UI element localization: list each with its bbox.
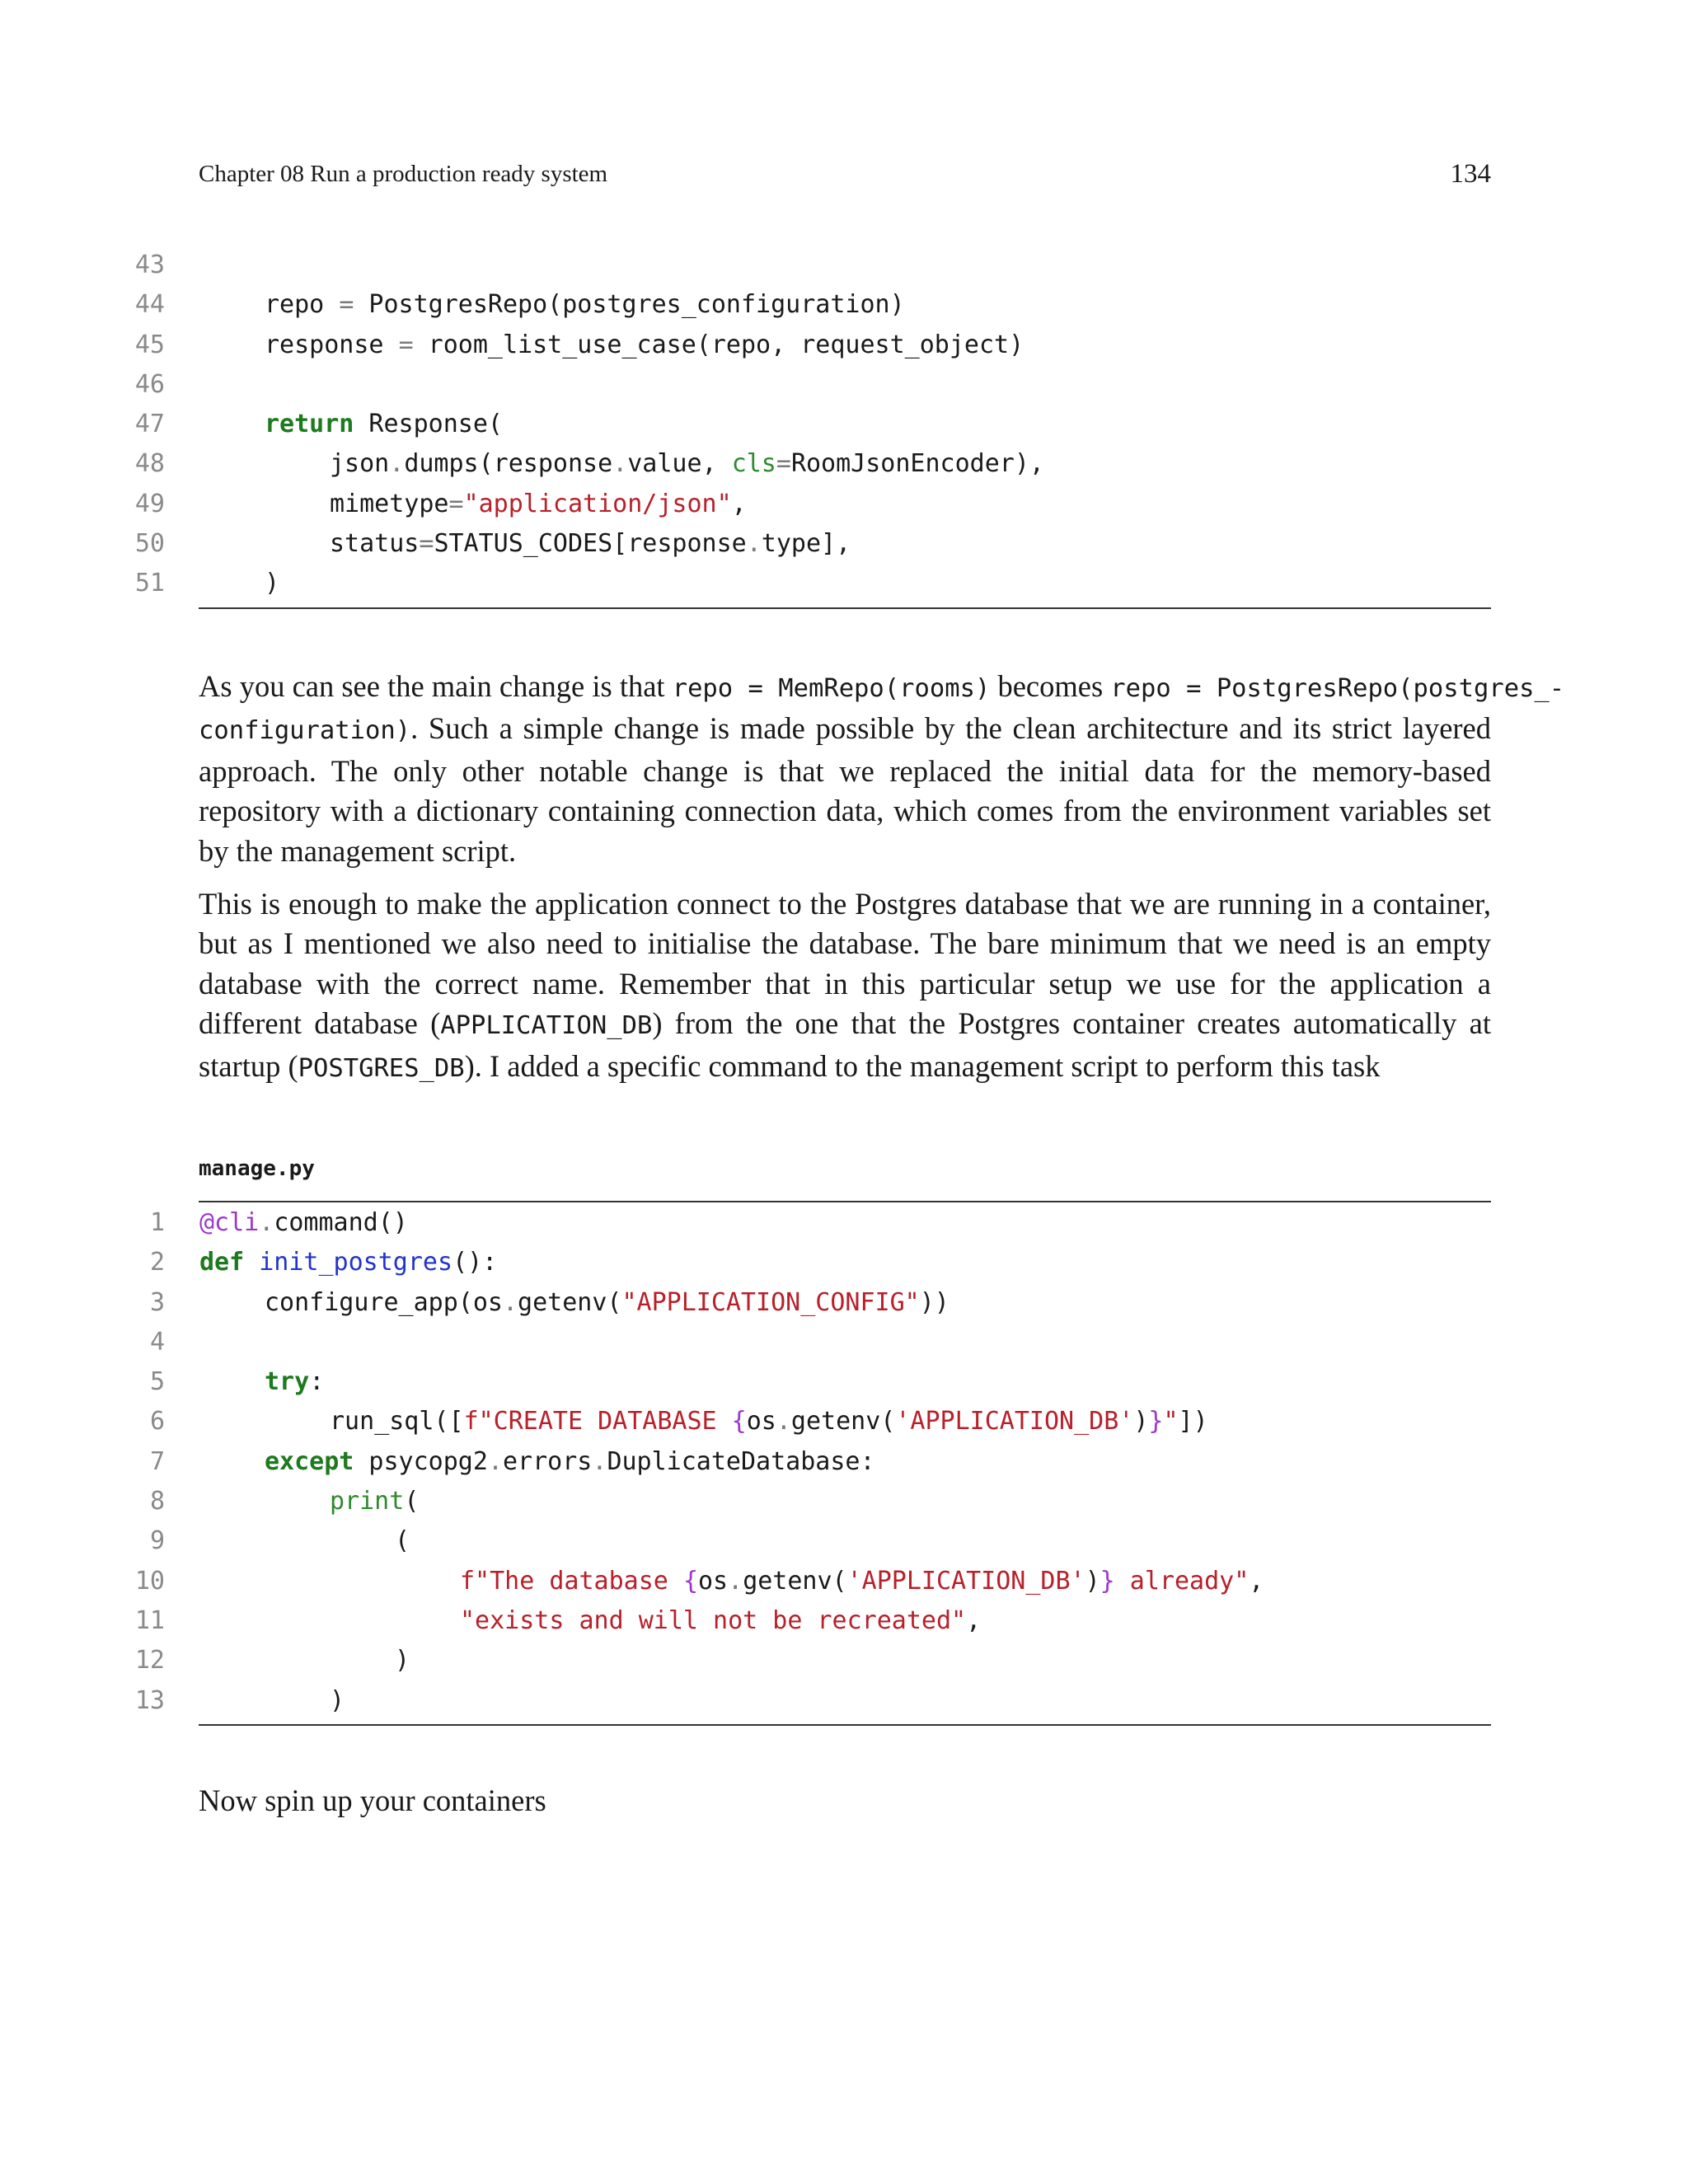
code-line <box>0 405 1490 444</box>
line-number: 13 <box>134 1685 165 1715</box>
code-token: print <box>330 1487 405 1516</box>
code-text <box>330 485 747 524</box>
code-token: getenv( <box>790 1407 896 1436</box>
line-number: 45 <box>134 330 165 359</box>
line-number: 3 <box>149 1287 165 1317</box>
page-header <box>199 157 1491 194</box>
code-token: = <box>776 449 791 479</box>
code-token: . <box>502 1287 518 1317</box>
code-token: } <box>1100 1566 1115 1596</box>
inline-code: APPLICATION_DB <box>440 1011 653 1041</box>
code-line <box>0 485 1490 524</box>
code-text <box>395 1521 410 1561</box>
code-token: = <box>448 489 464 518</box>
line-number: 2 <box>149 1248 165 1277</box>
code-token: ) <box>395 1646 410 1675</box>
line-number: 6 <box>149 1407 165 1436</box>
code-token: ) <box>1085 1566 1100 1596</box>
code-token: configure_app(os <box>265 1287 503 1317</box>
code-token: { <box>682 1566 698 1596</box>
line-number: 5 <box>149 1367 165 1397</box>
code-block-bottom-rule <box>199 1724 1491 1726</box>
line-number: 4 <box>149 1327 165 1357</box>
code-token: dumps(response <box>404 449 613 479</box>
line-number: 43 <box>134 251 165 279</box>
code-token: getenv( <box>743 1566 847 1596</box>
code-text <box>265 1362 324 1402</box>
paragraph-text: As you can see the main change is that <box>199 669 673 703</box>
inline-code: configuration) <box>199 716 411 746</box>
closing-paragraph: Now spin up your containers <box>199 1783 546 1817</box>
code-line <box>0 326 1490 365</box>
line-number: 49 <box>134 489 165 518</box>
code-line <box>0 564 1490 603</box>
code-text <box>330 524 851 564</box>
code-token: : <box>309 1367 325 1397</box>
code-line <box>0 365 1490 405</box>
code-token: room_list_use_case(repo, request_object) <box>413 330 1025 359</box>
code-token: os <box>698 1566 729 1596</box>
code-token: os <box>746 1407 776 1436</box>
paragraph-text: ). I added a specific command to the management script to perform this task <box>464 1048 1381 1083</box>
line-number: 12 <box>134 1646 165 1675</box>
paragraph-text: This is enough to make the application connect to the Postgres database that we are running in a container, but as I mentioned we also need to initialise the database. The bare minimum that we need is an empty database with the correct name. Remember that in this particular setup we use for the application a different database ( <box>199 887 1491 1041</box>
code-text <box>395 1641 410 1680</box>
code-line <box>0 1482 1490 1521</box>
code-token: json <box>330 449 390 479</box>
code-token: " <box>1163 1407 1179 1436</box>
line-number: 50 <box>134 529 165 559</box>
code-text <box>330 1402 1208 1441</box>
code-token: Response( <box>354 410 503 439</box>
code-token: errors <box>503 1446 593 1476</box>
code-text <box>199 1203 408 1243</box>
code-token: f"The database <box>460 1566 683 1596</box>
line-number: 51 <box>134 569 165 598</box>
code-token <box>244 1248 259 1277</box>
code-line <box>0 1562 1490 1601</box>
code-token: cls <box>731 449 776 479</box>
code-block-continuation <box>0 246 1490 604</box>
code-line <box>0 1681 1490 1721</box>
code-token: . <box>746 529 762 559</box>
code-text <box>460 1601 981 1641</box>
code-token: = <box>398 330 414 359</box>
code-token: "APPLICATION_CONFIG" <box>621 1287 920 1317</box>
code-text <box>265 1283 950 1323</box>
chapter-title: Chapter 08 Run a production ready system <box>199 161 608 187</box>
code-token: ]) <box>1178 1407 1208 1436</box>
line-number: 1 <box>149 1208 165 1237</box>
code-token: , <box>731 489 747 518</box>
code-line <box>0 444 1490 484</box>
code-token: response <box>265 330 399 359</box>
inline-code: repo = PostgresRepo(postgres_- <box>1110 674 1565 703</box>
line-number: 46 <box>134 369 165 399</box>
code-line <box>0 1283 1490 1323</box>
code-token: mimetype <box>330 489 449 518</box>
code-token: return <box>265 410 354 439</box>
inline-code: repo = MemRepo(rooms) <box>672 674 991 703</box>
page-number: 134 <box>1450 159 1491 189</box>
code-text <box>330 1681 345 1721</box>
paragraph <box>199 884 1491 1089</box>
paragraph-text: becomes <box>990 669 1111 703</box>
line-number: 48 <box>134 449 165 479</box>
paragraph <box>199 667 1565 871</box>
code-token: try <box>265 1367 310 1397</box>
code-token: ( <box>395 1526 410 1556</box>
code-line <box>0 1402 1490 1441</box>
code-filename-caption: manage.py <box>199 1156 315 1181</box>
code-token: 'APPLICATION_DB' <box>846 1566 1085 1596</box>
code-text <box>265 326 1024 365</box>
code-text <box>199 1243 497 1282</box>
line-number: 7 <box>149 1446 165 1476</box>
code-text <box>265 564 279 603</box>
code-token: } <box>1148 1407 1164 1436</box>
code-token: type], <box>761 529 851 559</box>
line-number: 10 <box>134 1566 165 1596</box>
code-token: . <box>612 449 628 479</box>
code-token: ) <box>1133 1407 1149 1436</box>
code-token: , <box>1249 1566 1264 1596</box>
code-token: ) <box>330 1685 345 1715</box>
code-text <box>460 1562 1264 1601</box>
paragraph-text: ) from the one that the Postgres container creates automatically at startup ( <box>199 1006 1491 1083</box>
code-token: . <box>592 1446 607 1476</box>
code-token: "exists and will not be recreated" <box>460 1605 967 1635</box>
code-token: (): <box>452 1248 498 1277</box>
code-token: run_sql([ <box>330 1407 464 1436</box>
code-token: already" <box>1114 1566 1250 1596</box>
code-token: )) <box>919 1287 950 1317</box>
code-token: STATUS_CODES[response <box>434 529 747 559</box>
line-number: 44 <box>134 290 165 320</box>
code-token: . <box>728 1566 743 1596</box>
code-token: 'APPLICATION_DB' <box>895 1407 1134 1436</box>
code-token: def <box>199 1248 245 1277</box>
code-line <box>0 1243 1490 1282</box>
code-token: RoomJsonEncoder), <box>790 449 1044 479</box>
code-token: = <box>339 290 354 320</box>
code-token: ) <box>265 569 280 598</box>
code-token: = <box>419 529 434 559</box>
code-token: except <box>265 1446 354 1476</box>
line-number: 11 <box>134 1605 165 1635</box>
code-token: . <box>389 449 405 479</box>
code-token: command() <box>274 1208 408 1237</box>
code-line <box>0 1601 1490 1641</box>
code-token: . <box>487 1446 503 1476</box>
line-number: 47 <box>134 410 165 439</box>
paragraph-text: . Such a simple change is made possible by the clean architecture and its strict layered approach. The only other notable change is that we replaced the initial data for the memory-based repository with a dictionary containing connection data, which comes from the environment variables set by the management script. <box>199 711 1491 868</box>
code-token: . <box>776 1407 791 1436</box>
code-line <box>0 285 1490 325</box>
code-token: status <box>330 529 420 559</box>
code-token: value, <box>627 449 732 479</box>
code-text <box>330 1482 419 1521</box>
code-line <box>0 1521 1490 1561</box>
code-token: repo <box>265 290 340 320</box>
code-line <box>0 1442 1490 1482</box>
inline-code: POSTGRES_DB <box>298 1053 465 1083</box>
code-token: , <box>966 1605 982 1635</box>
code-token: f"CREATE DATABASE <box>463 1407 732 1436</box>
line-number: 8 <box>149 1487 165 1516</box>
code-line <box>0 1362 1490 1402</box>
code-token: { <box>731 1407 747 1436</box>
code-block-manage-py <box>0 1203 1490 1721</box>
code-block-top-rule <box>199 1201 1491 1202</box>
code-token: psycopg2 <box>354 1446 488 1476</box>
code-block-bottom-rule <box>199 607 1491 609</box>
code-line <box>0 246 1490 285</box>
code-line <box>0 524 1490 564</box>
code-token: init_postgres <box>259 1248 453 1277</box>
code-token: DuplicateDatabase: <box>607 1446 875 1476</box>
code-token: . <box>259 1208 274 1237</box>
code-text <box>265 285 905 325</box>
code-token: getenv( <box>518 1287 622 1317</box>
code-token: @cli <box>199 1208 260 1237</box>
code-line <box>0 1323 1490 1362</box>
line-number: 9 <box>149 1526 165 1556</box>
code-line <box>0 1203 1490 1243</box>
code-text <box>265 405 503 444</box>
code-text <box>330 444 1044 484</box>
code-token: "application/json" <box>463 489 732 518</box>
code-token: ( <box>404 1487 420 1516</box>
code-token: PostgresRepo(postgres_configuration) <box>354 290 905 320</box>
code-line <box>0 1641 1490 1680</box>
code-text <box>265 1442 875 1482</box>
